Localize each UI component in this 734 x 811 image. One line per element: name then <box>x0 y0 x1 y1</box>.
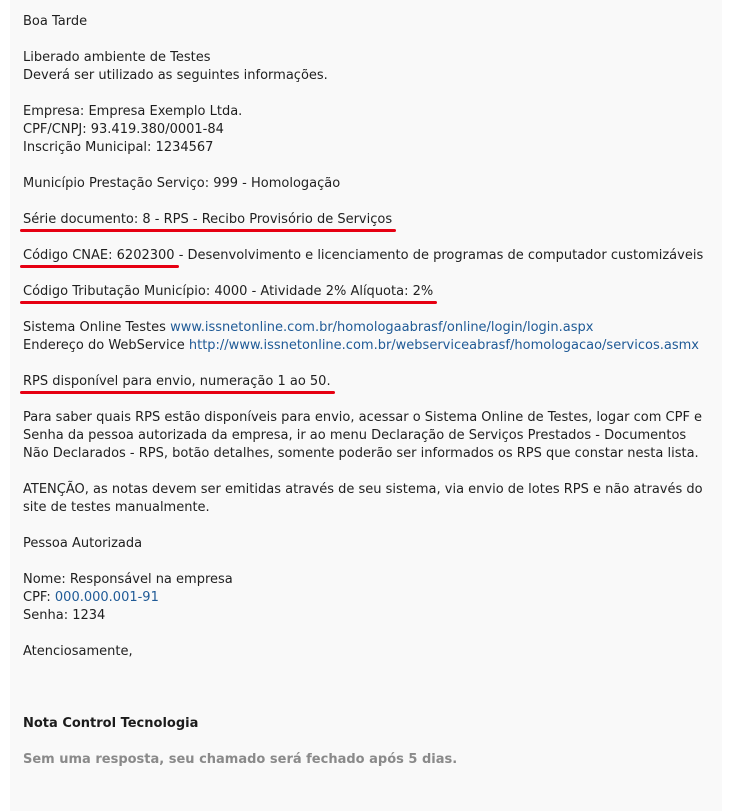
tributacao-line <box>23 283 722 301</box>
rps-line <box>23 373 722 391</box>
cnae-highlight <box>23 248 175 263</box>
sistema-online-link[interactable]: www.issnetonline.com.br/homologaabrasf/online/login/login.aspx <box>170 320 594 335</box>
rps-highlight <box>23 374 331 389</box>
tributacao-text: Código Tributação Município: 4000 - Atividade 2% Alíquota: 2% <box>23 284 434 299</box>
empresa-line: Empresa: Empresa Exemplo Ltda. <box>23 104 243 119</box>
email-body <box>10 0 722 811</box>
inscricao-line: Inscrição Municipal: 1234567 <box>23 140 214 155</box>
cnae-line <box>23 247 722 265</box>
instructions-paragraph: Para saber quais RPS estão disponíveis para envio, acessar o Sistema Online de Testes, logar com CPF e Senha da pessoa autorizada da empresa, ir ao menu Declaração de Serviços Prestados - Documentos Não Declarados - RPS, botão detalhes, somente poderão ser informados os RPS que constar nesta lista. <box>23 410 703 461</box>
municipio-line: Município Prestação Serviço: 999 - Homologação <box>23 176 341 191</box>
serie-line <box>23 211 722 229</box>
cpf-cnpj-line: CPF/CNPJ: 93.419.380/0001-84 <box>23 122 224 137</box>
closing-notice: Sem uma resposta, seu chamado será fechado após 5 dias. <box>23 752 458 767</box>
intro-line-1: Liberado ambiente de Testes <box>23 50 211 65</box>
atencao-paragraph: ATENÇÃO, as notas devem ser emitidas através de seu sistema, via envio de lotes RPS e não através do site de testes manualmente. <box>23 482 703 515</box>
webservice-line <box>23 337 722 355</box>
cpf-link[interactable]: 000.000.001-91 <box>54 590 159 605</box>
intro-line-2: Deverá ser utilizado as seguintes informações. <box>23 68 328 83</box>
cnae-underline <box>20 265 179 268</box>
pessoa-autorizada-heading: Pessoa Autorizada <box>23 536 143 551</box>
cpf-label: CPF: <box>23 590 55 605</box>
webservice-label: Endereço do WebService <box>23 338 189 353</box>
signature: Nota Control Tecnologia <box>23 716 199 731</box>
cpf-line <box>23 589 722 607</box>
serie-underline <box>20 229 396 232</box>
rps-underline <box>20 391 335 394</box>
tributacao-underline <box>20 301 437 304</box>
cnae-code-text: Código CNAE: 6202300 <box>23 248 175 263</box>
tributacao-highlight <box>23 284 433 299</box>
serie-highlight <box>23 212 392 227</box>
webservice-link[interactable]: http://www.issnetonline.com.br/webserviceabrasf/homologacao/servicos.asmx <box>188 338 699 353</box>
nome-line: Nome: Responsável na empresa <box>23 572 233 587</box>
closing-line: Atenciosamente, <box>23 644 133 659</box>
cnae-description: - Desenvolvimento e licenciamento de programas de computador customizáveis <box>174 248 704 263</box>
rps-text: RPS disponível para envio, numeração 1 ao 50. <box>23 374 331 389</box>
sistema-line <box>23 319 722 337</box>
sistema-label: Sistema Online Testes <box>23 320 171 335</box>
senha-line: Senha: 1234 <box>23 608 106 623</box>
greeting: Boa Tarde <box>23 14 88 29</box>
serie-text: Série documento: 8 - RPS - Recibo Provisório de Serviços <box>23 212 393 227</box>
